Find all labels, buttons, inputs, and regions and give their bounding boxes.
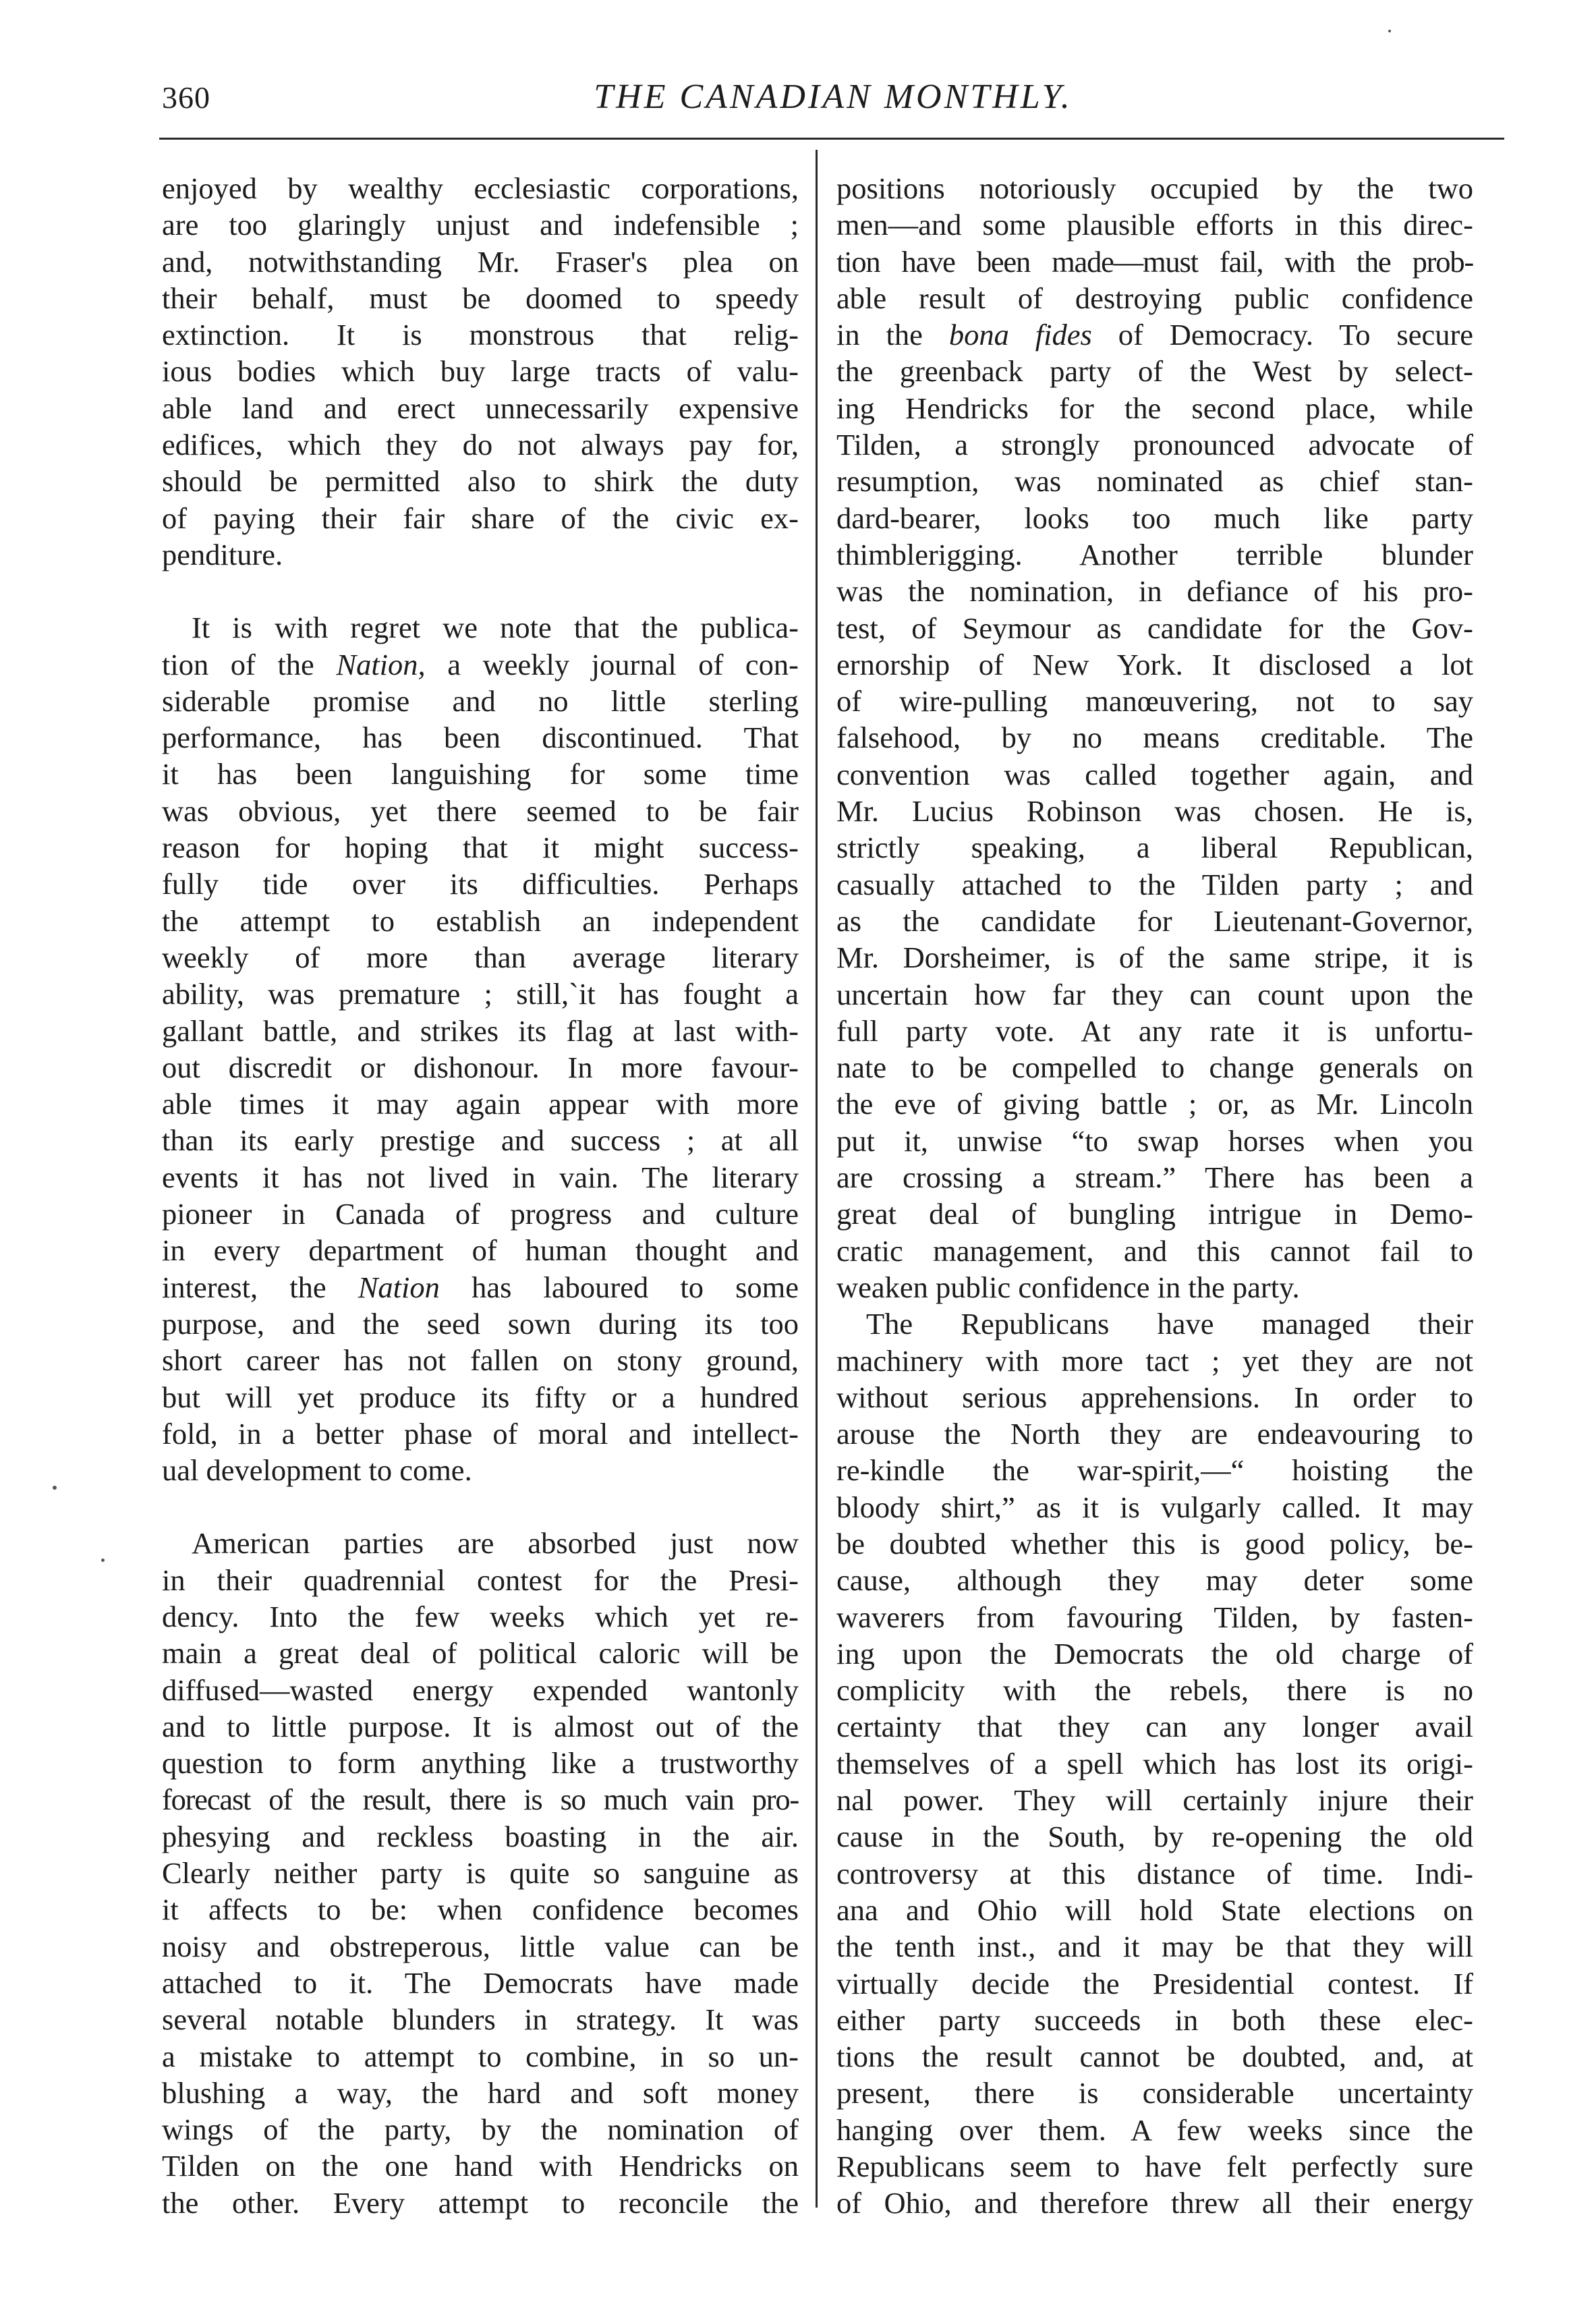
text-fragment: in the	[836, 318, 923, 352]
text-line: Tilden on the one hand with Hendricks on	[162, 2149, 799, 2183]
column-divider	[816, 150, 818, 2208]
text-line: weaken public confidence in the party.	[836, 1270, 1300, 1304]
text-line: tion have been made—must fail, with the prob-	[836, 244, 1473, 279]
text-line: and to little purpose. It is almost out of the	[162, 1709, 799, 1743]
text-line: a mistake to attempt to combine, in so un-	[162, 2039, 799, 2073]
right-column	[836, 170, 1473, 2222]
text-line: Mr. Dorsheimer, is of the same stripe, it is	[836, 941, 1473, 975]
text-line: American parties are absorbed just now	[192, 1526, 799, 1561]
text-line: tions the result cannot be doubted, and, at	[836, 2040, 1473, 2074]
text-line: gallant battle, and strikes its flag at last with-	[162, 1013, 799, 1048]
text-line: the greenback party of the West by select-	[836, 354, 1473, 389]
text-line: it affects to be: when confidence becomes	[162, 1892, 799, 1927]
text-line: cause, although they may deter some	[836, 1563, 1473, 1598]
text-line: wings of the party, by the nomination of	[162, 2112, 799, 2147]
paragraph	[836, 170, 1473, 1306]
text-line: attached to it. The Democrats have made	[162, 1965, 799, 2000]
text-line: men—and some plausible efforts in this direc-	[836, 208, 1473, 242]
text-line: complicity with the rebels, there is no	[836, 1673, 1473, 1708]
text-line: siderable promise and no little sterling	[162, 683, 799, 718]
text-line: themselves of a spell which has lost its origi-	[836, 1746, 1473, 1780]
text-line: are crossing a stream.” There has been a	[836, 1160, 1473, 1195]
text-line: virtually decide the Presidential contest. If	[836, 1966, 1473, 2000]
text-fragment: tion of the	[162, 647, 314, 681]
text-line: should be permitted also to shirk the duty	[162, 464, 799, 499]
text-line: edifices, which they do not always pay for,	[162, 428, 799, 462]
text-line: ing Hendricks for the second place, while	[836, 391, 1473, 425]
text-line: re-kindle the war-spirit,—“ hoisting the	[836, 1453, 1473, 1488]
text-line: fully tide over its difficulties. Perhaps	[162, 867, 799, 901]
text-line: the eve of giving battle ; or, as Mr. Lincoln	[836, 1087, 1473, 1121]
text-line: extinction. It is monstrous that relig-	[162, 318, 799, 352]
text-fragment: of Democracy. To secure	[1118, 318, 1474, 352]
text-line: weekly of more than average literary	[162, 940, 799, 974]
text-line: convention was called together again, and	[836, 757, 1473, 791]
text-line: ing upon the Democrats the old charge of	[836, 1636, 1473, 1671]
paragraph	[162, 609, 799, 1488]
text-line: present, there is considerable uncertainty	[836, 2076, 1473, 2110]
text-line: but will yet produce its fifty or a hundred	[162, 1380, 799, 1414]
text-line: Mr. Lucius Robinson was chosen. He is,	[836, 794, 1473, 829]
text-line: hanging over them. A few weeks since the	[836, 2112, 1473, 2147]
text-line: dency. Into the few weeks which yet re-	[162, 1599, 799, 1633]
text-line: their behalf, must be doomed to speedy	[162, 281, 799, 315]
text-line: ual development to come.	[162, 1453, 472, 1488]
text-line: without serious apprehensions. In order to	[836, 1380, 1473, 1414]
text-line: full party vote. At any rate it is unfortu-	[836, 1013, 1473, 1048]
text-line: Clearly neither party is quite so sanguine as	[162, 1856, 799, 1890]
text-line: put it, unwise “to swap horses when you	[836, 1123, 1473, 1158]
latin-phrase: bona fides	[948, 318, 1092, 352]
text-line: nal power. They will certainly injure their	[836, 1783, 1473, 1818]
page-header	[162, 74, 1504, 135]
text-line: pioneer in Canada of progress and culture	[162, 1197, 799, 1231]
text-line: of wire-pulling manœuvering, not to say	[836, 684, 1473, 719]
text-line	[162, 646, 799, 683]
text-line: great deal of bungling intrigue in Demo-	[836, 1197, 1473, 1231]
text-line	[162, 1269, 799, 1306]
left-column	[162, 170, 799, 2221]
text-fragment: interest, the	[162, 1270, 326, 1304]
text-line: was the nomination, in defiance of his pro-	[836, 574, 1473, 609]
text-fragment: a weekly journal of con-	[447, 647, 799, 681]
scan-speck	[101, 1559, 105, 1562]
text-line: ability, was premature ; still,`it has fought a	[162, 977, 799, 1011]
text-line: bloody shirt,” as it is vulgarly called. It may	[836, 1490, 1473, 1524]
text-line: than its early prestige and success ; at all	[162, 1123, 799, 1158]
scan-speck	[1388, 30, 1391, 32]
text-line: was obvious, yet there seemed to be fair	[162, 793, 799, 828]
publication-title: Nation,	[336, 647, 426, 681]
text-line: phesying and reckless boasting in the air.	[162, 1819, 799, 1853]
text-line: reason for hoping that it might success-	[162, 831, 799, 865]
text-line: ious bodies which buy large tracts of valu-	[162, 354, 799, 389]
text-line: it has been languishing for some time	[162, 757, 799, 791]
text-line: the attempt to establish an independent	[162, 903, 799, 938]
text-line: in every department of human thought and	[162, 1233, 799, 1268]
text-line: the tenth inst., and it may be that they will	[836, 1930, 1473, 1964]
paragraph	[836, 1306, 1473, 2221]
text-line: cause in the South, by re-opening the old	[836, 1820, 1473, 1854]
text-line: of Ohio, and therefore threw all their energy	[836, 2186, 1473, 2220]
text-line: It is with regret we note that the publica-	[192, 611, 799, 645]
text-line: dard-bearer, looks too much like party	[836, 501, 1473, 535]
text-line: nate to be compelled to change generals on	[836, 1050, 1473, 1085]
text-line: penditure.	[162, 537, 283, 571]
text-line: performance, has been discontinued. That	[162, 721, 799, 755]
text-line: question to form anything like a trustworthy	[162, 1746, 799, 1780]
text-line: are too glaringly unjust and indefensible ;	[162, 208, 799, 242]
text-line: strictly speaking, a liberal Republican,	[836, 831, 1473, 865]
text-line: able times it may again appear with more	[162, 1087, 799, 1121]
text-line: able result of destroying public confidence	[836, 281, 1473, 315]
text-line: Tilden, a strongly pronounced advocate of	[836, 428, 1473, 462]
text-line: resumption, was nominated as chief stan-	[836, 464, 1473, 499]
text-line: either party succeeds in both these elec-	[836, 2002, 1473, 2037]
text-line: the other. Every attempt to reconcile the	[162, 2185, 799, 2220]
text-line: events it has not lived in vain. The literary	[162, 1160, 799, 1194]
publication-title: Nation	[358, 1270, 440, 1304]
text-line: test, of Seymour as candidate for the Gov-	[836, 611, 1473, 645]
header-rule	[159, 138, 1504, 140]
text-line: several notable blunders in strategy. It was	[162, 2002, 799, 2037]
text-line: falsehood, by no means creditable. The	[836, 721, 1473, 755]
text-line: ernorship of New York. It disclosed a lot	[836, 647, 1473, 681]
text-line: be doubted whether this is good policy, be-	[836, 1526, 1473, 1561]
scan-speck	[53, 1486, 57, 1490]
text-line: The Republicans have managed their	[866, 1307, 1473, 1341]
text-line: waverers from favouring Tilden, by fasten-	[836, 1600, 1473, 1634]
text-line: Republicans seem to have felt perfectly sure	[836, 2150, 1473, 2184]
text-line: ana and Ohio will hold State elections on	[836, 1892, 1473, 1927]
paragraph	[162, 1525, 799, 2221]
text-line: able land and erect unnecessarily expensive	[162, 391, 799, 425]
text-line: arouse the North they are endeavouring to	[836, 1417, 1473, 1451]
text-line: positions notoriously occupied by the two	[836, 171, 1473, 205]
text-line	[836, 316, 1473, 353]
page-number: 360	[162, 80, 210, 115]
text-line: noisy and obstreperous, little value can be	[162, 1929, 799, 1963]
text-line: out discredit or dishonour. In more favour-	[162, 1050, 799, 1084]
text-line: as the candidate for Lieutenant-Governor,	[836, 903, 1473, 938]
paragraph	[162, 170, 799, 573]
text-line: blushing a way, the hard and soft money	[162, 2075, 799, 2110]
running-title: THE CANADIAN MONTHLY.	[594, 78, 1073, 116]
text-line: purpose, and the seed sown during its too	[162, 1306, 799, 1341]
text-line: diffused—wasted energy expended wantonly	[162, 1673, 799, 1707]
text-line: certainty that they can any longer avail	[836, 1710, 1473, 1744]
text-line: in their quadrennial contest for the Presi-	[162, 1563, 799, 1597]
text-line: enjoyed by wealthy ecclesiastic corporations,	[162, 171, 799, 205]
text-line: thimblerigging. Another terrible blunder	[836, 537, 1473, 571]
text-line: fold, in a better phase of moral and intellect-	[162, 1416, 799, 1451]
text-line: machinery with more tact ; yet they are not	[836, 1343, 1473, 1378]
text-fragment: has laboured to some	[472, 1270, 799, 1304]
text-line: main a great deal of political caloric will be	[162, 1636, 799, 1671]
text-line: uncertain how far they can count upon the	[836, 977, 1473, 1011]
text-line: short career has not fallen on stony ground,	[162, 1343, 799, 1378]
text-line: cratic management, and this cannot fail to	[836, 1233, 1473, 1268]
text-line: and, notwithstanding Mr. Fraser's plea on	[162, 244, 799, 279]
text-line: forecast of the result, there is so much vain pro-	[162, 1783, 799, 1817]
text-line: of paying their fair share of the civic ex-	[162, 501, 799, 535]
text-line: controversy at this distance of time. Indi-	[836, 1856, 1473, 1890]
text-line: casually attached to the Tilden party ; and	[836, 867, 1473, 901]
